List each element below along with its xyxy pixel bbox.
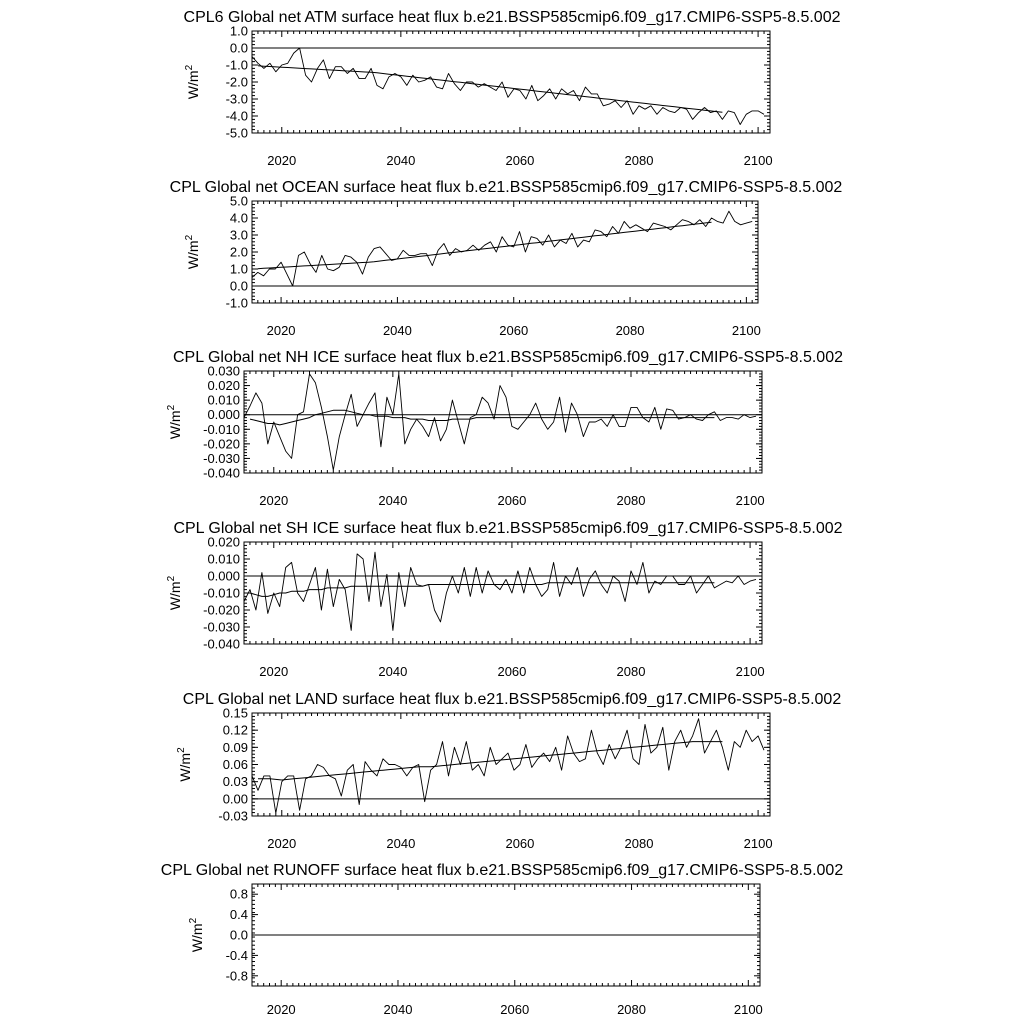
x-tick-label: 2020 [266, 323, 296, 338]
y-tick-label: 0.010 [207, 551, 240, 567]
x-tick-label: 2080 [624, 836, 654, 851]
y-tick-label: 0.0 [229, 278, 248, 294]
y-tick-label: -0.020 [203, 436, 240, 452]
x-tick-label: 2060 [505, 153, 535, 168]
y-axis-label: $W/m^2$ [166, 575, 183, 611]
x-tick-label: 2100 [743, 153, 773, 168]
y-tick-label: -5.0 [225, 125, 248, 141]
y-tick-label: 0.8 [229, 886, 248, 902]
y-tick-label: 0.09 [222, 739, 248, 755]
y-axis-label: $W/m^2$ [184, 64, 201, 100]
x-tick-label: 2100 [731, 323, 761, 338]
x-tick-label: 2060 [505, 836, 535, 851]
chart-panel-3 [166, 349, 843, 508]
x-tick-label: 2060 [500, 1002, 530, 1017]
y-tick-label: 0.030 [207, 363, 240, 379]
y-tick-label: -0.8 [225, 968, 248, 984]
chart-panel-5 [176, 691, 841, 851]
chart-title: CPL Global net NH ICE surface heat flux b.e21.BSSP585cmip6.f09_g17.CMIP6-SSP5-8.5.002 [173, 349, 843, 366]
chart-title: CPL Global net RUNOFF surface heat flux b.e21.BSSP585cmip6.f09_g17.CMIP6-SSP5-8.5.002 [160, 862, 844, 879]
y-tick-label: 0.000 [207, 568, 240, 584]
x-tick-label: 2080 [616, 493, 646, 508]
y-tick-label: 0.03 [222, 774, 248, 790]
chart-panel-2 [170, 179, 843, 338]
chart-title: CPL Global net SH ICE surface heat flux b.e21.BSSP585cmip6.f09_g17.CMIP6-SSP5-8.5.002 [173, 520, 843, 537]
y-tick-label: -0.030 [203, 450, 240, 466]
y-axis-label: $W/m^2$ [176, 747, 193, 782]
y-tick-label: 0.000 [207, 407, 240, 423]
y-tick-label: -1.0 [225, 295, 248, 311]
y-tick-label: 1.0 [229, 261, 248, 277]
x-tick-label: 2020 [267, 153, 297, 168]
x-tick-label: 2040 [378, 664, 408, 679]
x-tick-label: 2080 [615, 323, 645, 338]
x-tick-label: 2100 [735, 493, 765, 508]
x-tick-label: 2040 [383, 1002, 413, 1017]
x-tick-label: 2060 [499, 323, 529, 338]
y-tick-label: 0.12 [222, 722, 248, 738]
plot-frame [244, 371, 762, 473]
y-tick-label: 0.00 [222, 791, 248, 807]
series-line-annual [252, 211, 752, 286]
x-tick-label: 2040 [378, 493, 408, 508]
y-axis-label: $W/m^2$ [166, 404, 183, 440]
y-tick-label: -4.0 [225, 108, 248, 124]
x-tick-label: 2040 [386, 153, 416, 168]
chart-panel-4 [166, 520, 843, 679]
x-tick-label: 2060 [497, 493, 527, 508]
chart-title: CPL Global net OCEAN surface heat flux b.e21.BSSP585cmip6.f09_g17.CMIP6-SSP5-8.5.002 [169, 179, 843, 196]
y-tick-label: 3.0 [229, 227, 248, 243]
x-tick-label: 2040 [386, 836, 416, 851]
y-tick-label: -0.010 [203, 421, 240, 437]
y-tick-label: -0.020 [203, 602, 240, 618]
x-tick-label: 2020 [267, 836, 297, 851]
y-tick-label: 0.0 [229, 927, 248, 943]
chart-title: CPL6 Global net ATM surface heat flux b.e21.BSSP585cmip6.f09_g17.CMIP6-SSP5-8.5.002 [183, 9, 841, 26]
y-tick-label: 5.0 [229, 193, 248, 209]
chart-panel-1 [184, 9, 841, 168]
x-tick-label: 2020 [259, 664, 289, 679]
y-tick-label: 0.010 [207, 392, 240, 408]
y-tick-label: 0.06 [222, 757, 248, 772]
x-tick-label: 2060 [497, 664, 527, 679]
y-tick-label: 0.15 [222, 705, 248, 721]
x-tick-label: 2100 [743, 836, 773, 851]
y-tick-label: 0.020 [207, 378, 240, 394]
y-tick-label: -2.0 [225, 74, 248, 90]
y-tick-label: 2.0 [229, 244, 248, 260]
plot-frame [244, 542, 762, 644]
chart-panel-6 [161, 862, 844, 1017]
series-line-smoothed [250, 410, 714, 425]
x-tick-label: 2020 [259, 493, 289, 508]
y-tick-label: -0.040 [203, 636, 240, 652]
series-line-smoothed [250, 583, 714, 597]
plot-frame [252, 713, 770, 816]
chart-title: CPL Global net LAND surface heat flux b.e21.BSSP585cmip6.f09_g17.CMIP6-SSP5-8.5.002 [182, 691, 842, 708]
x-tick-label: 2040 [382, 323, 412, 338]
y-tick-label: 1.0 [229, 23, 248, 39]
y-tick-label: -3.0 [225, 91, 248, 107]
y-tick-label: -0.010 [203, 585, 240, 601]
series-line-annual [244, 552, 756, 630]
y-tick-label: -0.040 [203, 465, 240, 481]
y-tick-label: -1.0 [225, 57, 248, 73]
y-tick-label: 0.020 [207, 534, 240, 550]
y-tick-label: -0.4 [225, 947, 248, 963]
y-tick-label: 4.0 [229, 210, 248, 226]
y-tick-label: 0.4 [229, 907, 248, 923]
x-tick-label: 2080 [616, 664, 646, 679]
plot-frame [252, 201, 758, 303]
series-line-annual [244, 374, 756, 470]
y-axis-label: $W/m^2$ [184, 234, 201, 270]
x-tick-label: 2020 [266, 1002, 296, 1017]
y-axis-label: $W/m^2$ [188, 917, 205, 953]
x-tick-label: 2100 [733, 1002, 763, 1017]
x-tick-label: 2100 [735, 664, 765, 679]
plot-frame [252, 31, 770, 133]
x-tick-label: 2080 [624, 153, 654, 168]
y-tick-label: 0.0 [229, 40, 248, 56]
series-line-annual [252, 48, 764, 125]
y-tick-label: -0.030 [203, 619, 240, 635]
x-tick-label: 2080 [617, 1002, 647, 1017]
y-tick-label: -0.03 [218, 808, 248, 824]
